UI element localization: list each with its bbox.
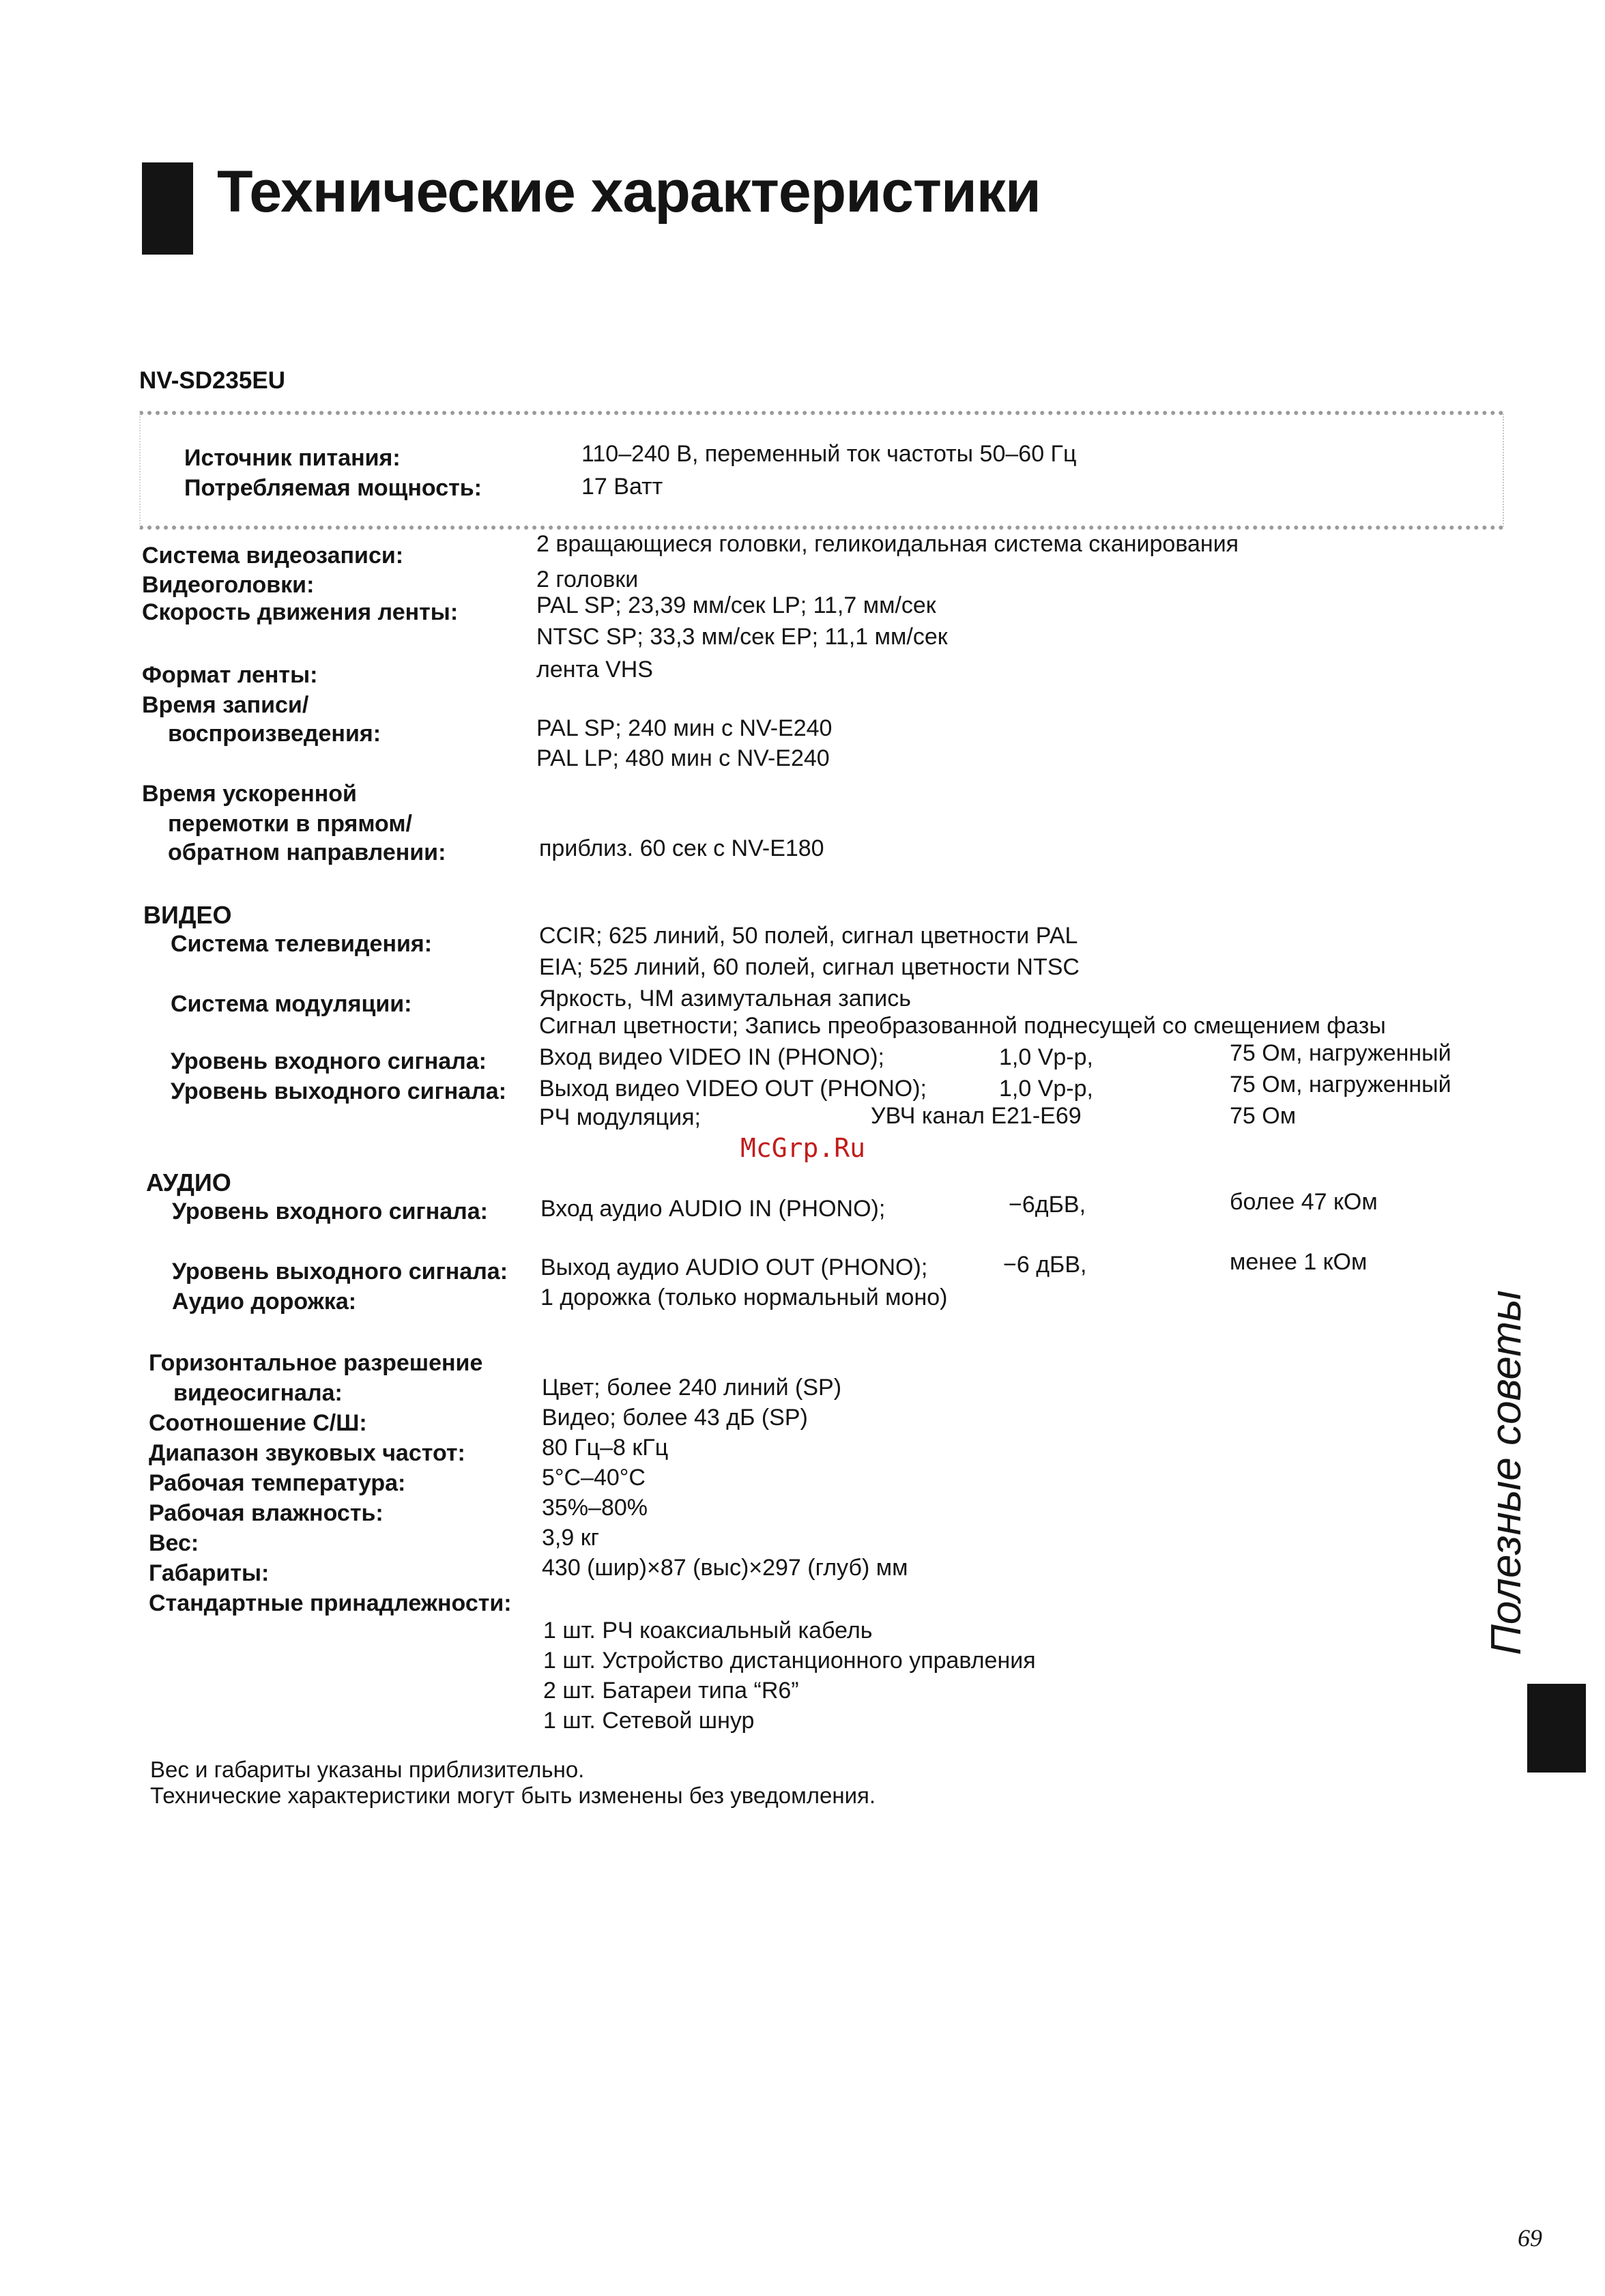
video-input-connector: Вход видео VIDEO IN (PHONO); (539, 1044, 884, 1070)
rec-time-value-sp: PAL SP; 240 мин с NV-E240 (536, 715, 833, 741)
audio-input-label: Уровень входного сигнала: (172, 1199, 488, 1224)
audio-track-value: 1 дорожка (только нормальный моно) (540, 1285, 948, 1310)
audio-output-level: −6 дБВ, (1003, 1252, 1087, 1278)
rec-system-label: Система видеозаписи: (142, 543, 404, 569)
rf-channel-range: УВЧ канал E21-E69 (871, 1103, 1082, 1129)
audio-heading: АУДИО (146, 1168, 231, 1196)
snr-value: Видео; более 43 дБ (SP) (542, 1405, 808, 1431)
rf-impedance: 75 Ом (1230, 1103, 1297, 1129)
title-marker-bar (142, 162, 193, 255)
speed-value-ntsc: NTSC SP; 33,3 мм/сек EP; 11,1 мм/сек (536, 624, 948, 650)
hres-value: Цвет; более 240 линий (SP) (542, 1375, 842, 1401)
temp-value: 5°C–40°C (542, 1465, 646, 1491)
side-section-tab: Полезные советы (1483, 1290, 1530, 1655)
heads-value: 2 головки (536, 566, 639, 592)
ff-time-label: Время ускоренной (142, 781, 357, 807)
audio-input-level: −6дБВ, (1009, 1192, 1086, 1218)
accessory-item: 1 шт. Устройство дистанционного управления (543, 1648, 1036, 1674)
audio-input-impedance: более 47 кОм (1230, 1189, 1378, 1215)
accessory-item: 1 шт. Сетевой шнур (543, 1708, 755, 1734)
speed-label: Скорость движения ленты: (142, 599, 459, 625)
hres-label: Горизонтальное разрешение (149, 1350, 483, 1376)
page-number: 69 (1518, 2224, 1542, 2252)
rec-system-value: 2 вращающиеся головки, геликоидальная система сканирования (536, 531, 1239, 557)
rec-time-label: Время записи/ (142, 692, 309, 718)
audio-output-impedance: менее 1 кОм (1230, 1249, 1368, 1275)
heads-label: Видеоголовки: (142, 572, 315, 598)
power-source-value: 110–240 В, переменный ток частоты 50–60 Гц (581, 441, 1077, 467)
rec-time-label-cont: воспроизведения: (168, 721, 381, 747)
audio-output-connector: Выход аудио AUDIO OUT (PHONO); (540, 1254, 928, 1280)
watermark-text: McGrp.Ru (740, 1133, 866, 1163)
weight-value: 3,9 кг (542, 1525, 599, 1551)
video-output-impedance: 75 Ом, нагруженный (1230, 1072, 1451, 1097)
video-input-label: Уровень входного сигнала: (171, 1048, 487, 1074)
accessory-item: 1 шт. РЧ коаксиальный кабель (543, 1618, 873, 1644)
note-change-notice: Технические характеристики могут быть изменены без уведомления. (150, 1783, 876, 1808)
rec-time-value-lp: PAL LP; 480 мин с NV-E240 (536, 745, 830, 771)
video-output-connector: Выход видео VIDEO OUT (PHONO); (539, 1076, 927, 1102)
humidity-label: Рабочая влажность: (149, 1500, 384, 1526)
humidity-value: 35%–80% (542, 1495, 648, 1521)
temp-label: Рабочая температура: (149, 1470, 406, 1496)
hres-label-cont: видеосигнала: (173, 1380, 343, 1406)
format-label: Формат ленты: (142, 662, 318, 688)
freq-range-label: Диапазон звуковых частот: (149, 1440, 465, 1466)
ff-time-value: приблиз. 60 сек с NV-E180 (539, 835, 824, 861)
note-approximate: Вес и габариты указаны приблизительно. (150, 1757, 585, 1782)
power-source-label: Источник питания: (184, 445, 401, 471)
model-number: NV-SD235EU (139, 367, 285, 394)
power-consumption-label: Потребляемая мощность: (184, 475, 482, 501)
dimensions-value: 430 (шир)×87 (выс)×297 (глуб) мм (542, 1555, 908, 1581)
ff-time-label-cont-2: обратном направлении: (168, 840, 446, 865)
format-value: лента VHS (536, 657, 653, 683)
video-input-impedance: 75 Ом, нагруженный (1230, 1040, 1451, 1066)
modulation-value-luma: Яркость, ЧМ азимутальная запись (539, 986, 911, 1011)
weight-label: Вес: (149, 1530, 199, 1556)
video-output-level: 1,0 Vp-p, (999, 1076, 1093, 1102)
power-consumption-value: 17 Ватт (581, 474, 663, 500)
accessories-label: Стандартные принадлежности: (149, 1590, 512, 1616)
modulation-label: Система модуляции: (171, 991, 412, 1017)
snr-label: Соотношение С/Ш: (149, 1410, 367, 1436)
accessory-item: 2 шт. Батареи типа “R6” (543, 1678, 799, 1704)
audio-output-label: Уровень выходного сигнала: (172, 1259, 508, 1285)
video-output-label: Уровень выходного сигнала: (171, 1078, 507, 1104)
side-tab-marker (1527, 1684, 1586, 1773)
video-heading: ВИДЕО (143, 901, 232, 929)
speed-value-pal: PAL SP; 23,39 мм/сек LP; 11,7 мм/сек (536, 592, 936, 618)
video-input-level: 1,0 Vp-p, (999, 1044, 1093, 1070)
tv-system-value-pal: CCIR; 625 линий, 50 полей, сигнал цветности PAL (539, 923, 1078, 949)
modulation-value-chroma: Сигнал цветности; Запись преобразованной поднесущей со смещением фазы (539, 1013, 1386, 1039)
audio-input-connector: Вход аудио AUDIO IN (PHONO); (540, 1196, 886, 1222)
freq-range-value: 80 Гц–8 кГц (542, 1435, 669, 1461)
rf-modulation-label: РЧ модуляция; (539, 1104, 701, 1130)
ff-time-label-cont-1: перемотки в прямом/ (168, 811, 412, 837)
dimensions-label: Габариты: (149, 1560, 270, 1586)
audio-track-label: Аудио дорожка: (172, 1289, 357, 1315)
tv-system-value-ntsc: EIA; 525 линий, 60 полей, сигнал цветности NTSC (539, 954, 1080, 980)
tv-system-label: Система телевидения: (171, 931, 433, 957)
page-title: Технические характеристики (217, 159, 1041, 225)
